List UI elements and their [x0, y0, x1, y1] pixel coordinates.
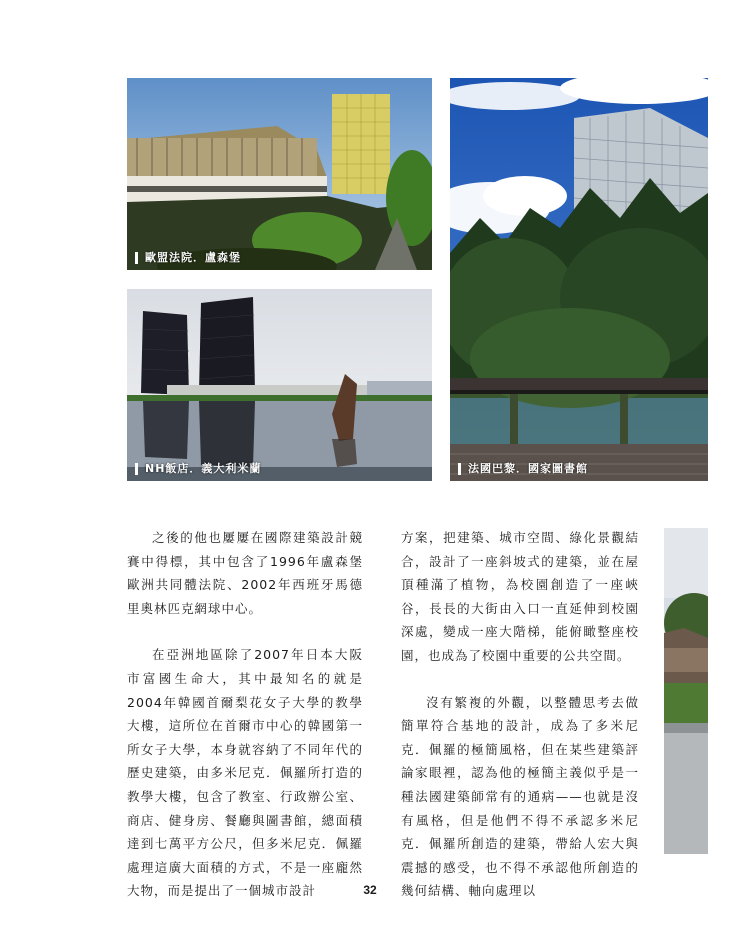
photo-eu-court [127, 78, 432, 270]
photo-nh-hotel [127, 289, 432, 481]
page-number: 32 [363, 883, 377, 897]
caption-nh-hotel: NH飯店．義大利米蘭 [135, 463, 261, 475]
right-text-column [401, 526, 639, 903]
left-paragraph-1: 之後的他也屢屢在國際建築設計競賽中得標，其中包含了1996年盧森堡歐洲共同體法院、2002年西班牙馬德里奧林匹克網球中心。 [127, 530, 363, 616]
left-paragraph-2: 在亞洲地區除了2007年日本大阪市富國生命大，其中最知名的就是2004年韓國首爾梨花女子大學的教學大樓，這所位在首爾市中心的韓國第一所女子大學，本身就容納了不同年代的歷史建築，由多米尼克．佩羅所打造的教學大樓，包含了教室、行政辦公室、商店、健身房、餐廳與圖書館，總面積達到七萬平方公尺，但多米尼克．佩羅處理這廣大面積的方式，不是一座龐然大物，而是提出了一個城市設計 [127, 647, 363, 899]
photo-paris-library [450, 78, 708, 481]
caption-paris-library: 法國巴黎．國家圖書館 [458, 463, 588, 475]
photo-cropped-right [664, 528, 708, 854]
caption-eu-court: 歐盟法院．盧森堡 [135, 252, 241, 264]
left-text-column [127, 526, 363, 903]
right-paragraph-2: 沒有繁複的外觀，以整體思考去做簡單符合基地的設計，成為了多米尼克．佩羅的極簡風格，但在某些建築評論家眼裡，認為他的極簡主義似乎是一種法國建築師常有的通病——也就是沒有風格，但是他們不得不承認多米尼克．佩羅所創造的建築，帶給人宏大與震撼的感受，也不得不承認他所創造的幾何結構、軸向處理以 [401, 694, 639, 899]
right-paragraph-1: 方案，把建築、城市空間、綠化景觀結合，設計了一座斜坡式的建築，並在屋頂種滿了植物，為校園創造了一座峽谷，長長的大街由入口一直延伸到校園深處，變成一座大階梯，能俯瞰整座校園，也成為了校園中重要的公共空間。 [401, 530, 639, 663]
